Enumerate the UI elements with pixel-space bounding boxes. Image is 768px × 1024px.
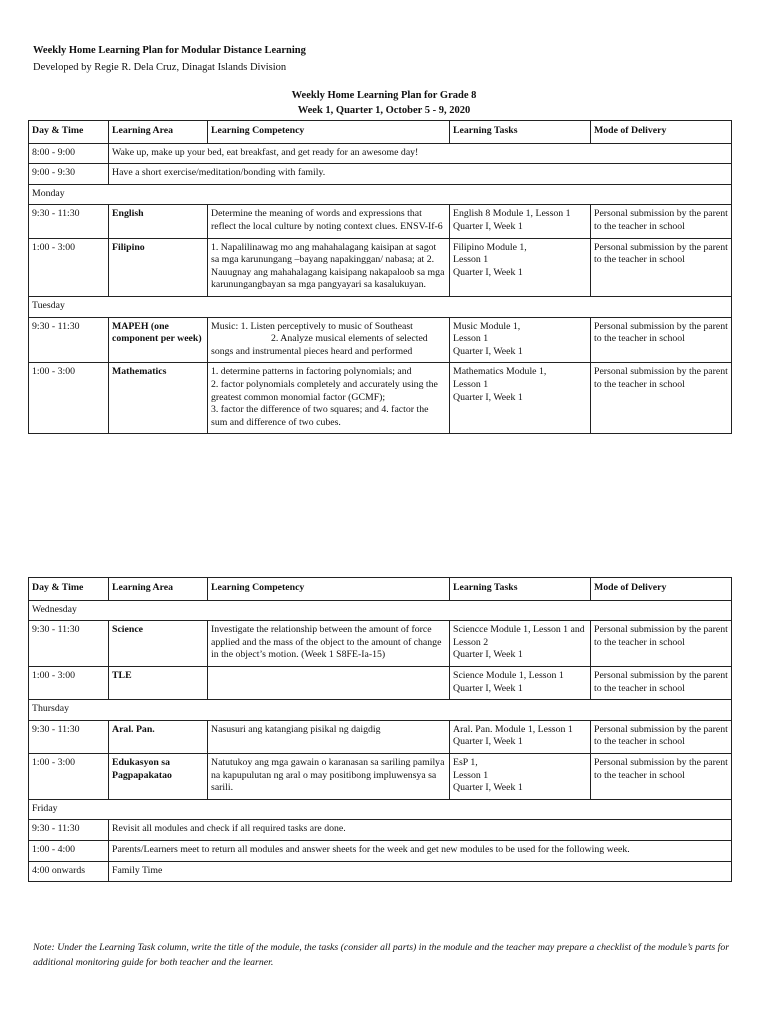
competency-cell: 1. Napalilinawag mo ang mahahalagang kaisipan at sagot sa mga karunungang –bayang napakinggan/ nabasa; at 2. Nauugnay ang mahahalagang kaisipang nakapaloob sa mga karunungangbayan sa mga pangyayari sa kasalukuyan. bbox=[208, 238, 450, 296]
delivery-cell: Personal submission by the parent to the teacher in school bbox=[591, 720, 732, 753]
tasks-cell bbox=[450, 363, 591, 434]
time-cell: 1:00 - 4:00 bbox=[29, 840, 109, 861]
competency-line: 3. factor the difference of two squares; and 4. factor the sum and difference of two cubes. bbox=[211, 404, 429, 428]
col-header-tasks: Learning Tasks bbox=[450, 578, 591, 601]
tasks-cell bbox=[450, 666, 591, 699]
task-line: Quarter I, Week 1 bbox=[453, 391, 523, 403]
task-line: Quarter I, Week 1 bbox=[453, 782, 523, 794]
time-cell: 1:00 - 3:00 bbox=[29, 238, 109, 296]
learning-area-cell: TLE bbox=[109, 666, 208, 699]
table-row bbox=[29, 720, 732, 753]
tasks-cell bbox=[450, 238, 591, 296]
competency-cell: Determine the meaning of words and expressions that reflect the local culture by noting context clues. ENSV-If-6 bbox=[208, 205, 450, 238]
activity-cell: Wake up, make up your bed, eat breakfast, and get ready for an awesome day! bbox=[109, 143, 732, 164]
plan-title: Weekly Home Learning Plan for Grade 8 bbox=[291, 90, 477, 101]
learning-plan-table-2 bbox=[28, 577, 732, 882]
col-header-competency: Learning Competency bbox=[208, 121, 450, 144]
activity-cell: Parents/Learners meet to return all modules and answer sheets for the week and get new modules to be used for the following week. bbox=[109, 840, 732, 861]
footnote: Note: Under the Learning Task column, write the title of the module, the tasks (consider all parts) in the module and the teacher may prepare a checklist of the module’s parts for additional monitoring guide for both teacher and the learner. bbox=[33, 942, 730, 968]
task-line: Filipino Module 1, bbox=[453, 241, 527, 253]
learning-area-cell: Mathematics bbox=[109, 363, 208, 434]
task-line: English 8 Module 1, Lesson 1 bbox=[453, 208, 571, 220]
col-header-delivery: Mode of Delivery bbox=[591, 578, 732, 601]
tasks-cell bbox=[450, 753, 591, 799]
delivery-cell: Personal submission by the parent to the teacher in school bbox=[591, 753, 732, 799]
table-row bbox=[29, 317, 732, 363]
document-title: Weekly Home Learning Plan for Modular Distance Learning bbox=[33, 45, 306, 56]
table-row bbox=[29, 205, 732, 238]
col-header-area: Learning Area bbox=[109, 578, 208, 601]
time-cell: 9:00 - 9:30 bbox=[29, 164, 109, 185]
activity-cell: Family Time bbox=[109, 861, 732, 882]
table-row bbox=[29, 238, 732, 296]
time-cell: 9:30 - 11:30 bbox=[29, 820, 109, 841]
col-header-time: Day & Time bbox=[29, 121, 109, 144]
delivery-cell: Personal submission by the parent to the teacher in school bbox=[591, 317, 732, 363]
table-row bbox=[29, 753, 732, 799]
plan-week: Week 1, Quarter 1, October 5 - 9, 2020 bbox=[297, 105, 471, 116]
tasks-cell bbox=[450, 720, 591, 753]
col-header-delivery: Mode of Delivery bbox=[591, 121, 732, 144]
time-cell: 8:00 - 9:00 bbox=[29, 143, 109, 164]
table-row bbox=[29, 666, 732, 699]
day-label-tuesday: Tuesday bbox=[29, 296, 732, 317]
delivery-cell: Personal submission by the parent to the teacher in school bbox=[591, 238, 732, 296]
activity-cell: Revisit all modules and check if all required tasks are done. bbox=[109, 820, 732, 841]
task-line: Lesson 1 bbox=[453, 254, 489, 266]
task-line: Quarter I, Week 1 bbox=[453, 266, 523, 278]
table-row bbox=[29, 621, 732, 667]
task-line: Quarter I, Week 1 bbox=[453, 736, 523, 748]
table-row bbox=[29, 143, 732, 164]
learning-area-cell: English bbox=[109, 205, 208, 238]
task-line: Sciencce Module 1, Lesson 1 and Lesson 2 bbox=[453, 624, 585, 648]
day-label-wednesday: Wednesday bbox=[29, 600, 732, 621]
task-line: Quarter I, Week 1 bbox=[453, 345, 523, 357]
delivery-cell: Personal submission by the parent to the teacher in school bbox=[591, 666, 732, 699]
competency-line: 1. determine patterns in factoring polynomials; and bbox=[211, 366, 412, 378]
competency-line: 2. factor polynomials completely and accurately using the greatest common monomial factor (GCMF); bbox=[211, 378, 438, 403]
delivery-cell: Personal submission by the parent to the teacher in school bbox=[591, 363, 732, 434]
day-label-friday: Friday bbox=[29, 799, 732, 820]
task-line: Music Module 1, bbox=[453, 320, 521, 332]
day-label-monday: Monday bbox=[29, 184, 732, 205]
learning-area-cell: Filipino bbox=[109, 238, 208, 296]
task-line: Quarter I, Week 1 bbox=[453, 649, 523, 661]
competency-line: 2. Analyze musical elements of selected songs and instrumental pieces heard and performed bbox=[211, 333, 428, 357]
task-line: Lesson 1 bbox=[453, 378, 489, 390]
col-header-tasks: Learning Tasks bbox=[450, 121, 591, 144]
learning-area-cell: Science bbox=[109, 621, 208, 667]
table-row bbox=[29, 820, 732, 841]
table-row bbox=[29, 363, 732, 434]
tasks-cell bbox=[450, 205, 591, 238]
time-cell: 1:00 - 3:00 bbox=[29, 753, 109, 799]
task-line: Science Module 1, Lesson 1 bbox=[453, 669, 564, 681]
time-cell: 1:00 - 3:00 bbox=[29, 666, 109, 699]
time-cell: 9:30 - 11:30 bbox=[29, 621, 109, 667]
activity-cell: Have a short exercise/meditation/bonding with family. bbox=[109, 164, 732, 185]
task-line: EsP 1, bbox=[453, 756, 478, 768]
task-line: Mathematics Module 1, bbox=[453, 366, 547, 378]
task-line: Lesson 1 bbox=[453, 769, 489, 781]
learning-area-cell: MAPEH (one component per week) bbox=[109, 317, 208, 363]
day-row bbox=[29, 296, 732, 317]
task-line: Quarter I, Week 1 bbox=[453, 682, 523, 694]
day-row bbox=[29, 600, 732, 621]
table-header-row bbox=[29, 578, 732, 601]
table-row bbox=[29, 861, 732, 882]
time-cell: 1:00 - 3:00 bbox=[29, 363, 109, 434]
developer-credit: Developed by Regie R. Dela Cruz, Dinagat Islands Division bbox=[33, 62, 287, 73]
competency-line: Music: 1. Listen perceptively to music of Southeast bbox=[211, 320, 413, 332]
time-cell: 4:00 onwards bbox=[29, 861, 109, 882]
competency-cell bbox=[208, 317, 450, 363]
learning-plan-table-1 bbox=[28, 120, 732, 434]
table-row bbox=[29, 164, 732, 185]
day-row bbox=[29, 184, 732, 205]
col-header-area: Learning Area bbox=[109, 121, 208, 144]
competency-cell: Natutukoy ang mga gawain o karanasan sa sariling pamilya na kapupulutan ng aral o may positibong impluwensya sa sarili. bbox=[208, 753, 450, 799]
competency-cell: Investigate the relationship between the amount of force applied and the mass of the object to the amount of change in the object’s motion. (Week 1 S8FE-Ia-15) bbox=[208, 621, 450, 667]
col-header-time: Day & Time bbox=[29, 578, 109, 601]
delivery-cell: Personal submission by the parent to the teacher in school bbox=[591, 621, 732, 667]
day-row bbox=[29, 700, 732, 721]
day-label-thursday: Thursday bbox=[29, 700, 732, 721]
delivery-cell: Personal submission by the parent to the teacher in school bbox=[591, 205, 732, 238]
competency-cell bbox=[208, 363, 450, 434]
time-cell: 9:30 - 11:30 bbox=[29, 205, 109, 238]
tasks-cell bbox=[450, 621, 591, 667]
learning-area-cell: Edukasyon sa Pagpapakatao bbox=[109, 753, 208, 799]
day-row bbox=[29, 799, 732, 820]
col-header-competency: Learning Competency bbox=[208, 578, 450, 601]
competency-cell bbox=[208, 666, 450, 699]
tasks-cell bbox=[450, 317, 591, 363]
task-line: Aral. Pan. Module 1, Lesson 1 bbox=[453, 723, 573, 735]
time-cell: 9:30 - 11:30 bbox=[29, 720, 109, 753]
task-line: Lesson 1 bbox=[453, 333, 489, 345]
table-header-row bbox=[29, 121, 732, 144]
table-row bbox=[29, 840, 732, 861]
learning-area-cell: Aral. Pan. bbox=[109, 720, 208, 753]
task-line: Quarter I, Week 1 bbox=[453, 220, 523, 232]
competency-cell: Nasusuri ang katangiang pisikal ng daigdig bbox=[208, 720, 450, 753]
time-cell: 9:30 - 11:30 bbox=[29, 317, 109, 363]
